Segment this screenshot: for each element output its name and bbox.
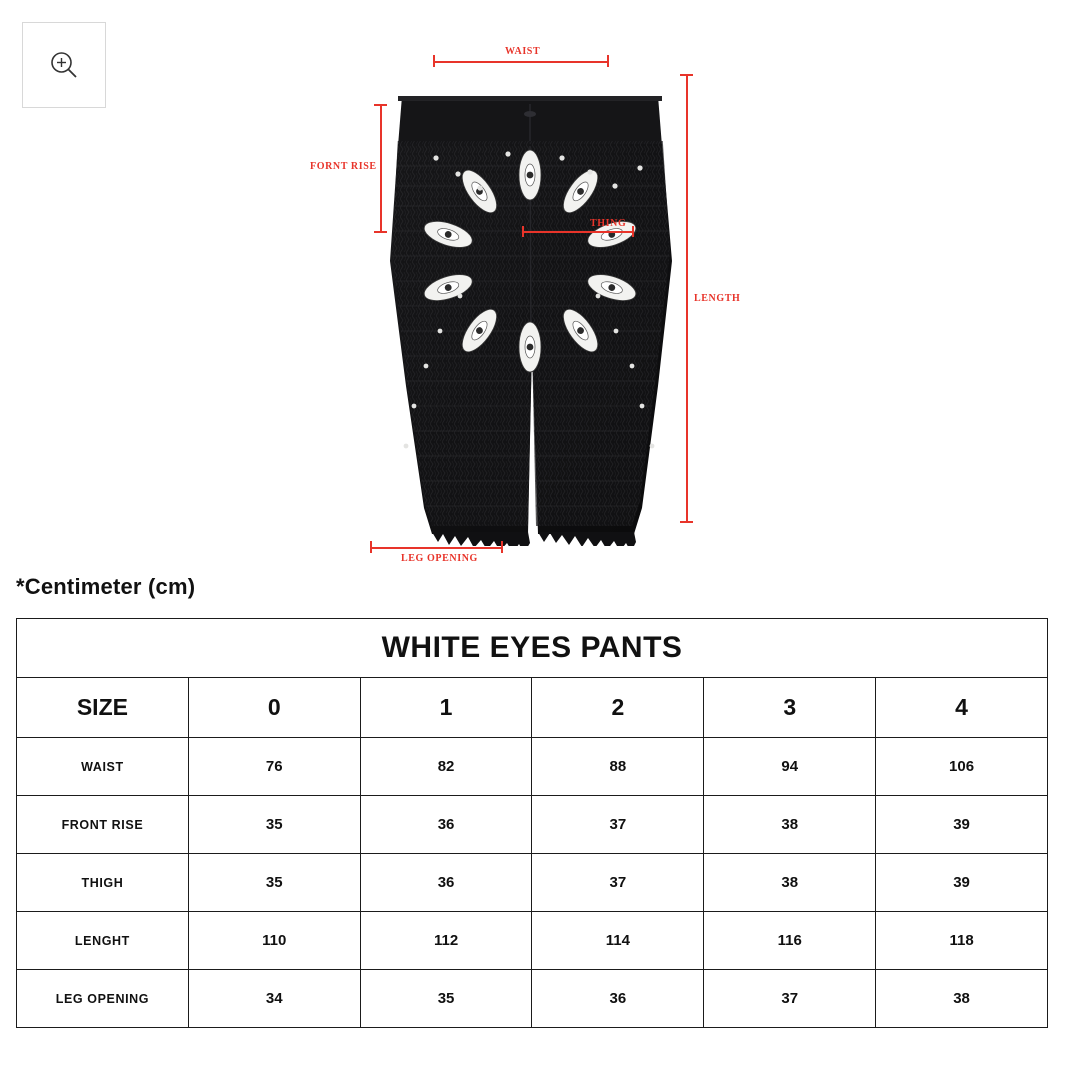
leg-opening-size-1: 35 xyxy=(360,970,532,1028)
table-row xyxy=(17,970,1048,1028)
row-label-waist: WAIST xyxy=(17,738,189,796)
size-chart-table xyxy=(16,618,1048,1028)
thigh-size-3: 38 xyxy=(704,854,876,912)
length-size-1: 112 xyxy=(360,912,532,970)
waist-size-1: 82 xyxy=(360,738,532,796)
thigh-measure-line xyxy=(522,231,634,233)
thigh-size-0: 35 xyxy=(188,854,360,912)
row-label-thigh: THIGH xyxy=(17,854,189,912)
waist-measure-line xyxy=(433,61,609,63)
pants-illustration xyxy=(340,46,720,546)
row-label-length: LENGHT xyxy=(17,912,189,970)
length-tick-top xyxy=(680,74,693,76)
front-rise-measure-line xyxy=(380,104,382,232)
size-chart-header-row xyxy=(17,678,1048,738)
front-rise-size-2: 37 xyxy=(532,796,704,854)
length-size-4: 118 xyxy=(876,912,1048,970)
zoom-in-magnifier-icon xyxy=(47,48,81,82)
front-rise-size-1: 36 xyxy=(360,796,532,854)
front-rise-size-0: 35 xyxy=(188,796,360,854)
size-header-label: SIZE xyxy=(17,678,189,738)
front-rise-size-4: 39 xyxy=(876,796,1048,854)
leg-opening-size-3: 37 xyxy=(704,970,876,1028)
length-label: LENGTH xyxy=(694,293,741,304)
length-size-3: 116 xyxy=(704,912,876,970)
table-row xyxy=(17,854,1048,912)
waist-size-3: 94 xyxy=(704,738,876,796)
leg-opening-size-2: 36 xyxy=(532,970,704,1028)
waist-size-2: 88 xyxy=(532,738,704,796)
row-label-front-rise: FRONT RISE xyxy=(17,796,189,854)
waist-tick-left xyxy=(433,55,435,67)
size-header-3: 3 xyxy=(704,678,876,738)
waist-tick-right xyxy=(607,55,609,67)
waist-label: WAIST xyxy=(505,46,541,57)
leg-opening-tick-right xyxy=(501,541,503,553)
front-rise-tick-bottom xyxy=(374,231,387,233)
waist-size-0: 76 xyxy=(188,738,360,796)
table-row xyxy=(17,796,1048,854)
thigh-size-2: 37 xyxy=(532,854,704,912)
zoom-in-button[interactable] xyxy=(22,22,106,108)
front-rise-label: FORNT RISE xyxy=(310,161,377,172)
table-row xyxy=(17,738,1048,796)
length-tick-bottom xyxy=(680,521,693,523)
size-header-4: 4 xyxy=(876,678,1048,738)
table-row xyxy=(17,912,1048,970)
leg-opening-label: LEG OPENING xyxy=(401,553,478,564)
length-size-0: 110 xyxy=(188,912,360,970)
leg-opening-size-4: 38 xyxy=(876,970,1048,1028)
leg-opening-measure-line xyxy=(370,547,503,549)
front-rise-size-3: 38 xyxy=(704,796,876,854)
thigh-size-4: 39 xyxy=(876,854,1048,912)
size-header-0: 0 xyxy=(188,678,360,738)
size-header-1: 1 xyxy=(360,678,532,738)
length-measure-line xyxy=(686,74,688,522)
size-chart-title: WHITE EYES PANTS xyxy=(17,619,1048,678)
unit-note: *Centimeter (cm) xyxy=(16,574,196,599)
leg-opening-tick-left xyxy=(370,541,372,553)
thigh-tick-left xyxy=(522,226,524,237)
thigh-tick-right xyxy=(632,226,634,237)
leg-opening-size-0: 34 xyxy=(188,970,360,1028)
row-label-leg-opening: LEG OPENING xyxy=(17,970,189,1028)
size-header-2: 2 xyxy=(532,678,704,738)
waist-size-4: 106 xyxy=(876,738,1048,796)
thigh-label: THING xyxy=(590,218,627,229)
length-size-2: 114 xyxy=(532,912,704,970)
thigh-size-1: 36 xyxy=(360,854,532,912)
front-rise-tick-top xyxy=(374,104,387,106)
